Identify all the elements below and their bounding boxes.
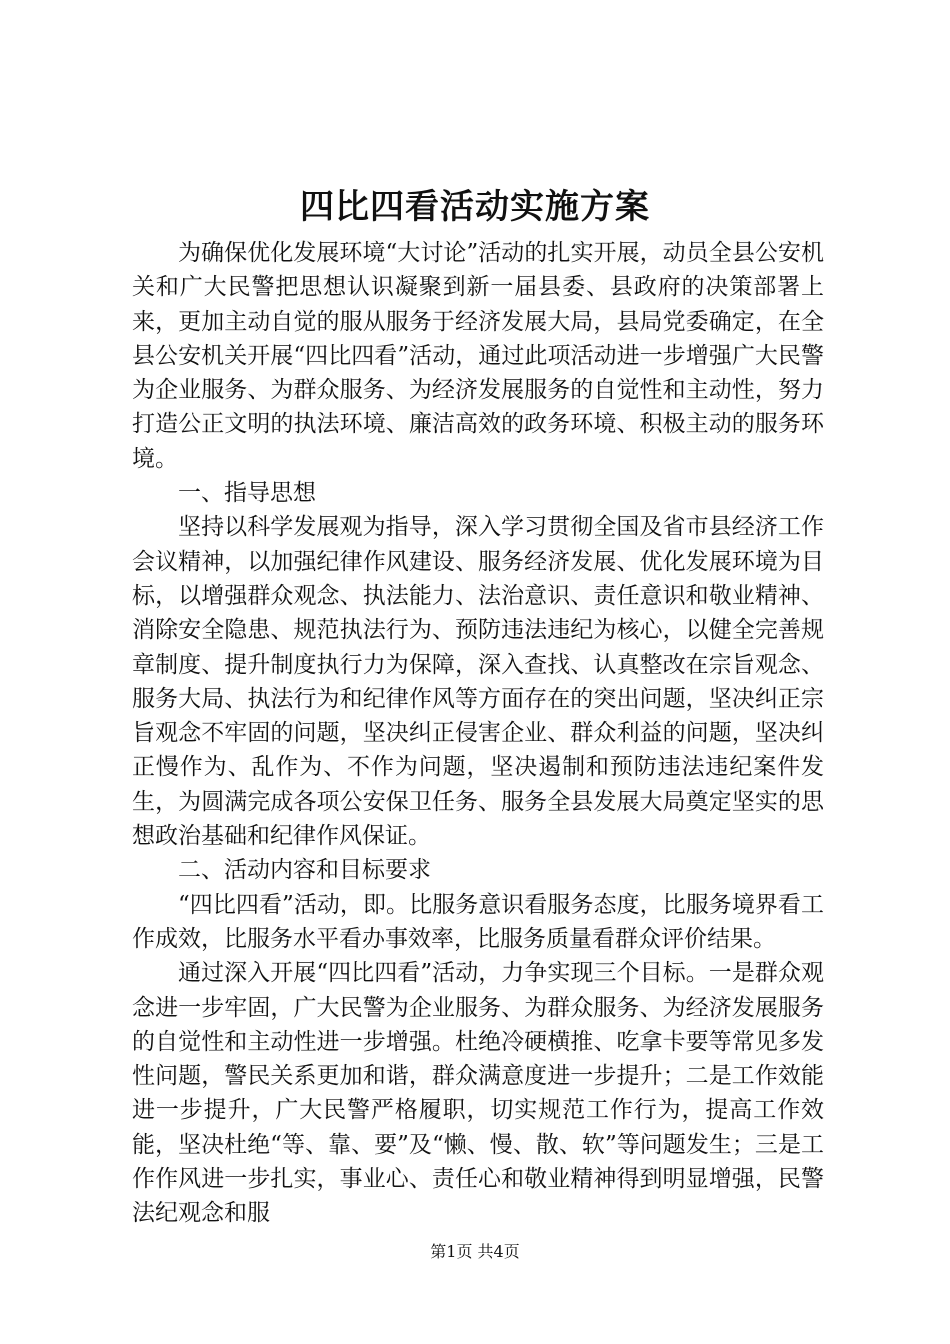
document-title: 四比四看活动实施方案 bbox=[300, 187, 650, 227]
goals-paragraph: 通过深入开展“四比四看”活动，力争实现三个目标。一是群众观念进一步牢固，广大民警为企业服务、为群众服务、为经济发展服务的自觉性和主动性进一步增强。杜绝冷硬横推、吃拿卡要等常见多发性问题，警民关系更加和谐，群众满意度进一步提升；二是工作效能进一步提升，广大民警严格履职，切实规范工作行为，提高工作效能，坚决杜绝“等、靠、要”及“懒、慢、散、软”等问题发生；三是工作作风进一步扎实，事业心、责任心和敬业精神得到明显增强，民警法纪观念和服 bbox=[132, 960, 824, 1227]
page-number-footer: 第1页 共4页 bbox=[430, 1242, 520, 1261]
guiding-ideology-paragraph: 坚持以科学发展观为指导，深入学习贯彻全国及省市县经济工作会议精神，以加强纪律作风建设、服务经济发展、优化发展环境为目标，以增强群众观念、执法能力、法治意识、责任意识和敬业精神、消除安全隐患、规范执法行为、预防违法违纪为核心，以健全完善规章制度、提升制度执行力为保障，深入查找、认真整改在宗旨观念、服务大局、执法行为和纪律作风等方面存在的突出问题，坚决纠正宗旨观念不牢固的问题，坚决纠正侵害企业、群众利益的问题，坚决纠正慢作为、乱作为、不作为问题，坚决遏制和预防违法违纪案件发生，为圆满完成各项公安保卫任务、服务全县发展大局奠定坚实的思想政治基础和纪律作风保证。 bbox=[132, 514, 824, 850]
activity-content-paragraph: “四比四看”活动，即。比服务意识看服务态度，比服务境界看工作成效，比服务水平看办事效率，比服务质量看群众评价结果。 bbox=[132, 891, 824, 952]
document-body bbox=[132, 236, 824, 1231]
intro-paragraph: 为确保优化发展环境“大讨论”活动的扎实开展，动员全县公安机关和广大民警把思想认识凝聚到新一届县委、县政府的决策部署上来，更加主动自觉的服从服务于经济发展大局，县局党委确定，在全县公安机关开展“四比四看”活动，通过此项活动进一步增强广大民警为企业服务、为群众服务、为经济发展服务的自觉性和主动性，努力打造公正文明的执法环境、廉洁高效的政务环境、积极主动的服务环境。 bbox=[132, 240, 824, 472]
section-heading-guiding-ideology: 一、指导思想 bbox=[178, 480, 316, 507]
section-heading-activity-content: 二、活动内容和目标要求 bbox=[178, 857, 431, 884]
